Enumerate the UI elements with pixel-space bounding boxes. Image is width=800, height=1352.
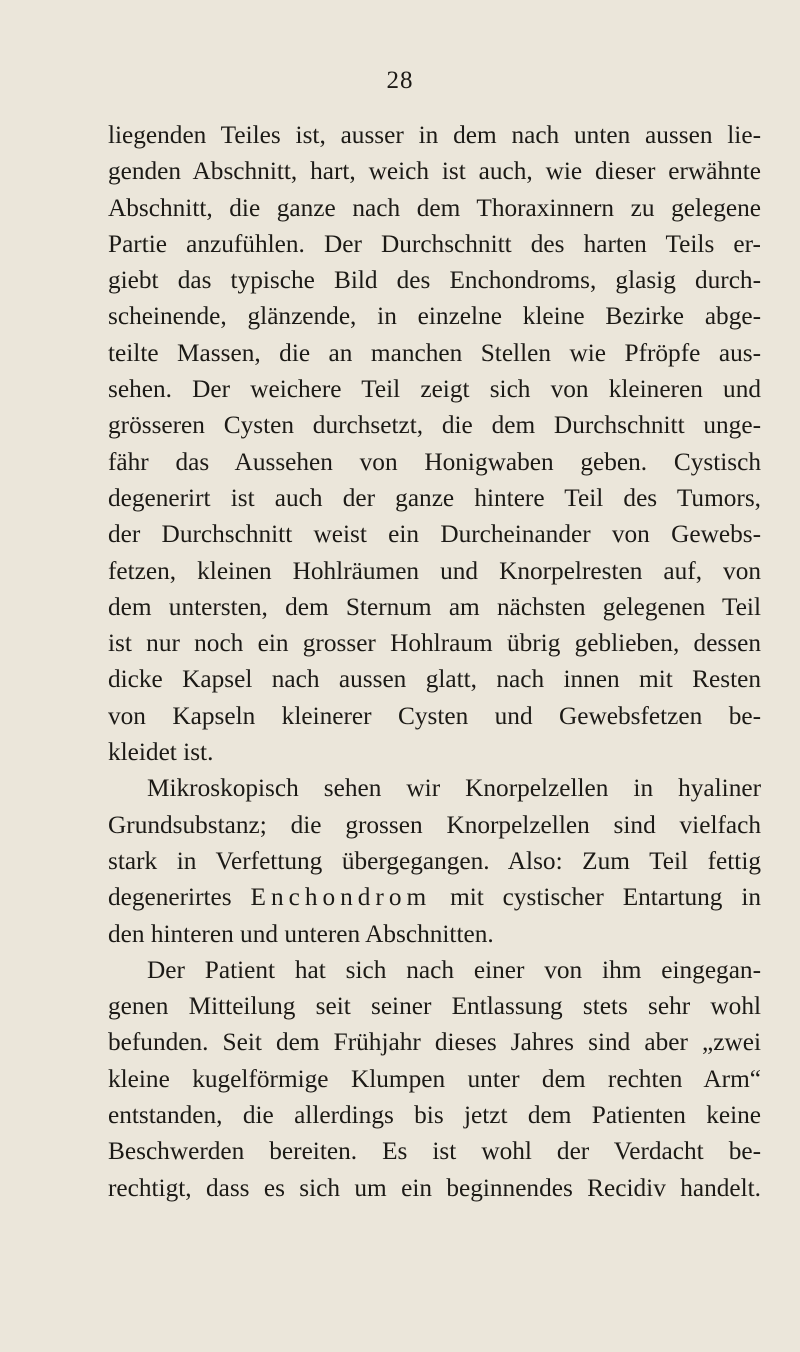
text-line-9: grösseren Cysten durchsetzt, die dem Durchschnitt unge- xyxy=(108,411,761,440)
page-number: 28 xyxy=(386,67,414,94)
text-line-11: degenerirt ist auch der ganze hintere Teil des Tumors, xyxy=(108,483,761,512)
text-line-30: rechtigt, dass es sich um ein beginnendes Recidiv handelt. xyxy=(108,1173,761,1202)
text-line-2: genden Abschnitt, hart, weich ist auch, wie dieser erwähnte xyxy=(108,157,761,186)
text-line-24: Der Patient hat sich nach einer von ihm eingegan- xyxy=(147,955,761,984)
text-line-28: entstanden, die allerdings bis jetzt dem Patienten keine xyxy=(108,1101,761,1130)
body-text xyxy=(108,117,761,1206)
text-line-10: fähr das Aussehen von Honigwaben geben. Cystisch xyxy=(108,447,761,476)
text-line-6: scheinende, glänzende, in einzelne kleine Bezirke abge- xyxy=(108,302,761,331)
text-line-19: Mikroskopisch sehen wir Knorpelzellen in hyaliner xyxy=(147,774,761,803)
text-line-3: Abschnitt, die ganze nach dem Thoraxinnern zu gelegene xyxy=(108,193,761,222)
text-line-13: fetzen, kleinen Hohlräumen und Knorpelresten auf, von xyxy=(108,556,761,585)
emphasized-term: Enchondrom xyxy=(250,883,432,912)
text-line-1: liegenden Teiles ist, ausser in dem nach unten aussen lie- xyxy=(108,121,761,149)
text-line-8: sehen. Der weichere Teil zeigt sich von kleineren und xyxy=(108,375,761,404)
text-line-4: Partie anzufühlen. Der Durchschnitt des harten Teils er- xyxy=(108,229,761,258)
text-line-18: kleidet ist. xyxy=(108,738,214,767)
text-line-25: genen Mitteilung seit seiner Entlassung stets sehr wohl xyxy=(108,992,761,1021)
text-line-22-after: mit cystischer Entartung in xyxy=(450,883,762,912)
text-line-22 xyxy=(108,879,761,915)
text-line-21: stark in Verfettung übergegangen. Also: Zum Teil fettig xyxy=(108,846,761,875)
text-line-5: giebt das typische Bild des Enchondroms, glasig durch- xyxy=(108,266,761,295)
text-line-15: ist nur noch ein grosser Hohlraum übrig geblieben, dessen xyxy=(108,629,761,658)
text-line-22-before: degenerirtes xyxy=(108,883,232,912)
text-line-26: befunden. Seit dem Frühjahr dieses Jahres sind aber „zwei xyxy=(108,1028,761,1057)
text-line-12: der Durchschnitt weist ein Durcheinander von Gewebs- xyxy=(108,520,761,549)
text-line-20: Grundsubstanz; die grossen Knorpelzellen sind vielfach xyxy=(108,810,761,839)
text-line-23: den hinteren und unteren Abschnitten. xyxy=(108,919,494,948)
text-line-27: kleine kugelförmige Klumpen unter dem rechten Arm“ xyxy=(108,1064,761,1093)
text-line-7: teilte Massen, die an manchen Stellen wie Pfröpfe aus- xyxy=(108,338,761,367)
text-line-29: Beschwerden bereiten. Es ist wohl der Verdacht be- xyxy=(108,1137,761,1166)
text-line-14: dem untersten, dem Sternum am nächsten gelegenen Teil xyxy=(108,592,761,621)
text-line-16: dicke Kapsel nach aussen glatt, nach innen mit Resten xyxy=(108,665,761,694)
text-line-17: von Kapseln kleinerer Cysten und Gewebsfetzen be- xyxy=(108,701,761,730)
